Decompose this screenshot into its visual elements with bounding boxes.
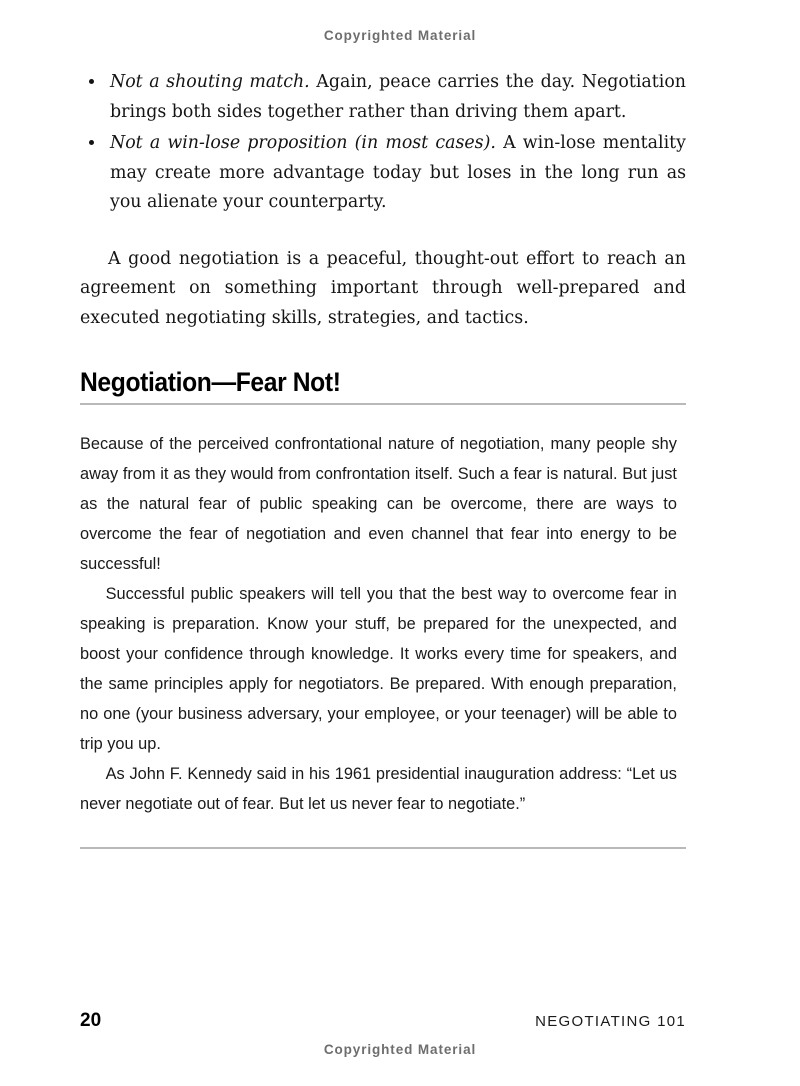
bullet-dot-icon [89,79,94,84]
list-item [80,129,686,218]
list-item-lead-in: Not a shouting match. [110,72,310,92]
list-item [80,68,686,127]
page-number: 20 [80,1010,102,1031]
running-head: NEGOTIATING 101 [535,1013,686,1030]
bullet-list [80,68,686,218]
intro-paragraph: A good negotiation is a peaceful, thought-out effort to reach an agreement on something important through well-prepared and executed negotiating skills, strategies, and tactics. [80,248,686,328]
text-column [80,68,686,849]
list-item-text: Again, peace carries the day. Negotiation brings both sides together rather than driving them apart. [110,72,686,122]
section-heading-block [80,367,686,405]
page-footer [80,1010,686,1032]
list-item-lead-in: Not a win-lose proposition (in most cases). [110,133,496,153]
copyright-watermark-top: Copyrighted Material [323,28,477,43]
section-paragraph-3: As John F. Kennedy said in his 1961 presidential inauguration address: “Let us never negotiate out of fear. But let us never fear to negotiate.” [80,764,677,813]
closing-divider [80,847,686,849]
section-paragraph-1: Because of the perceived confrontational nature of negotiation, many people shy away from it as they would from confrontation itself. Such a fear is natural. But just as the natural fear of public speaking can be overcome, there are ways to overcome the fear of negotiation and even channel that fear into energy to be successful! [80,434,677,573]
section-paragraph-2: Successful public speakers will tell you that the best way to overcome fear in speaking is preparation. Know your stuff, be prepared for the unexpected, and boost your confidence through knowledge. It works every time for speakers, and the same principles apply for negotiators. Be prepared. With enough preparation, no one (your business adversary, your employee, or your teenager) will be able to trip you up. [80,584,677,753]
copyright-watermark-bottom: Copyrighted Material [323,1042,477,1057]
list-item-text: A win-lose mentality may create more advantage today but loses in the long run as you alienate your counterparty. [110,133,686,212]
bullet-dot-icon [89,140,94,145]
page-title: Negotiation—Fear Not! [80,367,341,397]
